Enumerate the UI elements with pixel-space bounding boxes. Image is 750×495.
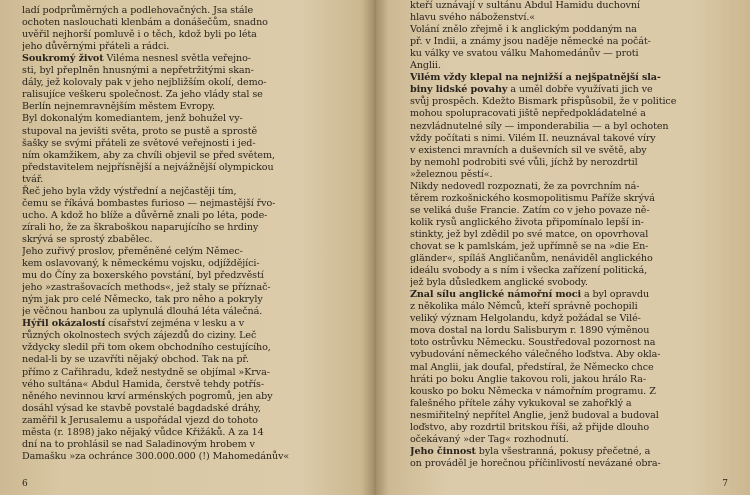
text-line: ideálu svobody a s ním i všecka zařízení politická, bbox=[410, 265, 648, 277]
text-line: Byl dokonalým komediantem, jenž bohužel vy- bbox=[22, 113, 243, 125]
text-line: očekávaný »der Tag« rozhodnutí. bbox=[410, 433, 569, 445]
text-line: Soukromý život Viléma nesnesl světla veřejno- bbox=[22, 53, 251, 65]
text-line: sti, byl přeplněn hnusnými a nepřetržitými skan- bbox=[22, 65, 254, 77]
text-line: se veliká duše Francie. Zatím co v jeho povaze ně- bbox=[410, 204, 650, 216]
text-line: ralisujíce veškeru společnost. Za jeho vlády stal se bbox=[22, 89, 263, 101]
text-line: kteří uznávají v sultánu Abdul Hamidu duchovní bbox=[410, 0, 640, 11]
text-line: př. v Indii, a známy jsou naděje německé na počát- bbox=[410, 36, 651, 48]
text-line: gländer«, spíláš Angličanům, nenáviděl anglického bbox=[410, 253, 653, 265]
text-line: ochoten naslouchati klenbám a donášečům, snadno bbox=[22, 17, 268, 29]
text-line: v existenci mravních a duševních sil ve světě, aby bbox=[410, 144, 647, 156]
text-line: Damašku »za ochránce 300.000.000 (!) Mahomedánův« bbox=[22, 450, 290, 462]
text-line: kolik rysů anglického života připomínalo lepší in- bbox=[410, 216, 644, 228]
text-line: zírali ho, že za škraboškou naparujícího se hrdiny bbox=[22, 221, 259, 233]
left-page bbox=[22, 0, 357, 495]
text-line: Volání znělo zřejmě i k anglickým poddaným na bbox=[410, 24, 637, 36]
text-line: by nemohl podrobiti své vůli, jíchž by nerozdrtil bbox=[410, 156, 638, 168]
text-line: Znal sílu anglické námořní moci a byl opravdu bbox=[410, 289, 650, 301]
bold-lead-in: Soukromý život bbox=[22, 53, 104, 65]
text-line: mu do Číny za boxerského povstání, byl předzvěstí bbox=[22, 270, 264, 282]
text-line: Hýřil okázalostí císařství zejména v lesku a v bbox=[22, 318, 245, 330]
bold-lead-in: Znal sílu anglické námořní moci bbox=[410, 289, 581, 301]
text-line: toto ostrůvku Německu. Soustředoval pozornost na bbox=[410, 337, 656, 349]
text-line: jeho »zastrašovacích methods«, jež staly se příznač- bbox=[22, 282, 271, 294]
text-line: Jeho činnost byla všestranná, pokusy přečetné, a bbox=[410, 445, 651, 457]
text-line: veliký význam Helgolandu, když požádal se Vilé- bbox=[410, 313, 641, 325]
text-line: hlavu svého náboženství.« bbox=[410, 12, 536, 24]
text-line: vybudování německého válečného loďstva. Aby okla- bbox=[410, 349, 661, 361]
text-line: Nikdy nedovedl rozpoznati, že za povrchním ná- bbox=[410, 180, 640, 192]
text-line: ucho. A kdož ho blíže a důvěrně znali po léta, pode- bbox=[22, 209, 268, 221]
text-line: dní na to prohlásil se nad Saladinovým hrobem v bbox=[22, 438, 255, 450]
text-line: chovat se k pamlskám, jež upřímně se na »die En- bbox=[410, 241, 649, 252]
text-line: Jeho zuřivý proslov, přeměněné celým Němec- bbox=[22, 246, 243, 257]
text-line: biny lidské povahy a uměl dobře využívati jich ve bbox=[410, 84, 653, 96]
text-line: představitelem nejpřísnější a nejvážnější olympickou bbox=[22, 161, 274, 173]
text-line: zaměřil k Jerusalemu a uspořádal vjezd do tohoto bbox=[22, 414, 258, 426]
text-line: vždy počítati s nimi. Vilém II. neuznával takové víry bbox=[410, 132, 656, 144]
text-line: města (r. 1898) jako nějaký vůdce Křižáků. A za 14 bbox=[22, 426, 264, 438]
text-line: »železnou pěstí«. bbox=[410, 168, 493, 180]
text-line: kem oslavovaný, k německému vojsku, odjíždějíci- bbox=[22, 258, 260, 270]
text-line: mal Anglii, jak doufal, předstíral, že Německo chce bbox=[410, 361, 654, 373]
text-line: dosáhl výsad ke stavbě povstalé bagdadské dráhy, bbox=[22, 402, 261, 414]
text-line: jeho důvěrnými přáteli a rádci. bbox=[22, 41, 170, 53]
left-page-number: 6 bbox=[22, 479, 28, 489]
text-line: uvěřil nejhorší pomluvě i o těch, kdož byli po léta bbox=[22, 29, 257, 41]
text-line: tvář. bbox=[22, 173, 44, 185]
book-gutter bbox=[362, 0, 388, 495]
text-line: šašky se svými přáteli ze světové veřejnosti i jed- bbox=[22, 137, 256, 149]
text-line: mova dostal na lordu Salisburym r. 1890 výměnou bbox=[410, 325, 650, 337]
text-line: jež byla důsledkem anglické svobody. bbox=[410, 277, 588, 289]
bold-lead-in: Vilém vždy klepal na nejnižší a nejšpatnější sla- bbox=[410, 72, 661, 84]
text-line: svůj prospěch. Kdežto Bismark přispůsobil, že v politice bbox=[410, 96, 677, 108]
text-line: nedal-li by se uzavříti nějaký obchod. Tak na př. bbox=[22, 354, 249, 366]
text-line: nezvládnutelné síly — imponderabilia — a byl ochoten bbox=[410, 120, 669, 132]
text-line: kousko po boku Německa v námořním programu. Z bbox=[410, 385, 656, 397]
text-line: stupoval na jevišti světa, proto se pustě a sprostě bbox=[22, 125, 258, 137]
bold-lead-in: Jeho činnost bbox=[410, 445, 476, 457]
bold-lead-in: Hýřil okázalostí bbox=[22, 318, 106, 330]
text-line: Berlín nejnemravnějším městem Evropy. bbox=[22, 101, 215, 113]
text-line: těrem rozkošnického kosmopolitismu Paříže skrývá bbox=[410, 192, 655, 204]
text-line: falešného přítele záhy vykukoval se zahořklý a bbox=[410, 397, 632, 409]
text-line: přímo z Cařihradu, kdež nestydně se objímal »Krva- bbox=[22, 366, 270, 378]
text-line: ným jak pro celé Německo, tak pro něho a pokryly bbox=[22, 294, 263, 306]
text-line: ladí podprůměrných a podlehovačných. Jsa stále bbox=[22, 5, 254, 16]
text-line: z několika málo Němců, kteří správně pochopili bbox=[410, 301, 638, 313]
text-line: něného nevinnou krví arménských pogromů, jen aby bbox=[22, 390, 273, 402]
text-line: nesmiřitelný nepřítel Anglie, jenž budoval a budoval bbox=[410, 409, 659, 421]
text-line: různých okolnostech svých zájezdů do ciziny. Leč bbox=[22, 330, 257, 342]
text-line: hráti po boku Anglie takovou roli, jakou hrálo Ra- bbox=[410, 373, 646, 385]
text-line: ním okamžikem, aby za chvíli objevil se před světem, bbox=[22, 149, 275, 161]
right-page-number: 7 bbox=[722, 479, 728, 489]
text-line: Anglii. bbox=[410, 60, 441, 72]
text-line: Řeč jeho byla vždy výstřední a nejčastěji tím, bbox=[22, 185, 237, 197]
text-line: čemu se říkává bombastes furioso — nejmastější řvo- bbox=[22, 197, 276, 209]
text-line: mohou spolupracovati jiště nepředpokládatelné a bbox=[410, 108, 646, 120]
right-page bbox=[410, 0, 730, 495]
text-line: stinkty, jež byl zdědil po své matce, on opovrhoval bbox=[410, 228, 649, 240]
text-line: vždycky sledil při tom okem obchodního cestujícího, bbox=[22, 342, 271, 354]
text-line: ku války ve svatou válku Mahomedánův — proti bbox=[410, 48, 639, 60]
text-line: dály, jež kolovaly pak v jeho nejbližším okolí, demo- bbox=[22, 77, 267, 89]
text-line: skrývá se sprostý zbabělec. bbox=[22, 233, 153, 245]
text-line: loďstvo, aby rozdrtil britskou říši, až přijde dlouho bbox=[410, 421, 649, 433]
text-line: vého sultána« Abdul Hamida, čerstvě tehdy potřís- bbox=[22, 378, 264, 390]
text-line: on prováděl je horečnou příčinlivostí nevázané obra- bbox=[410, 457, 661, 469]
bold-lead-in: biny lidské povahy bbox=[410, 84, 508, 96]
text-line: je věčnou hanbou za uplynulá dlouhá léta válečná. bbox=[22, 306, 263, 318]
